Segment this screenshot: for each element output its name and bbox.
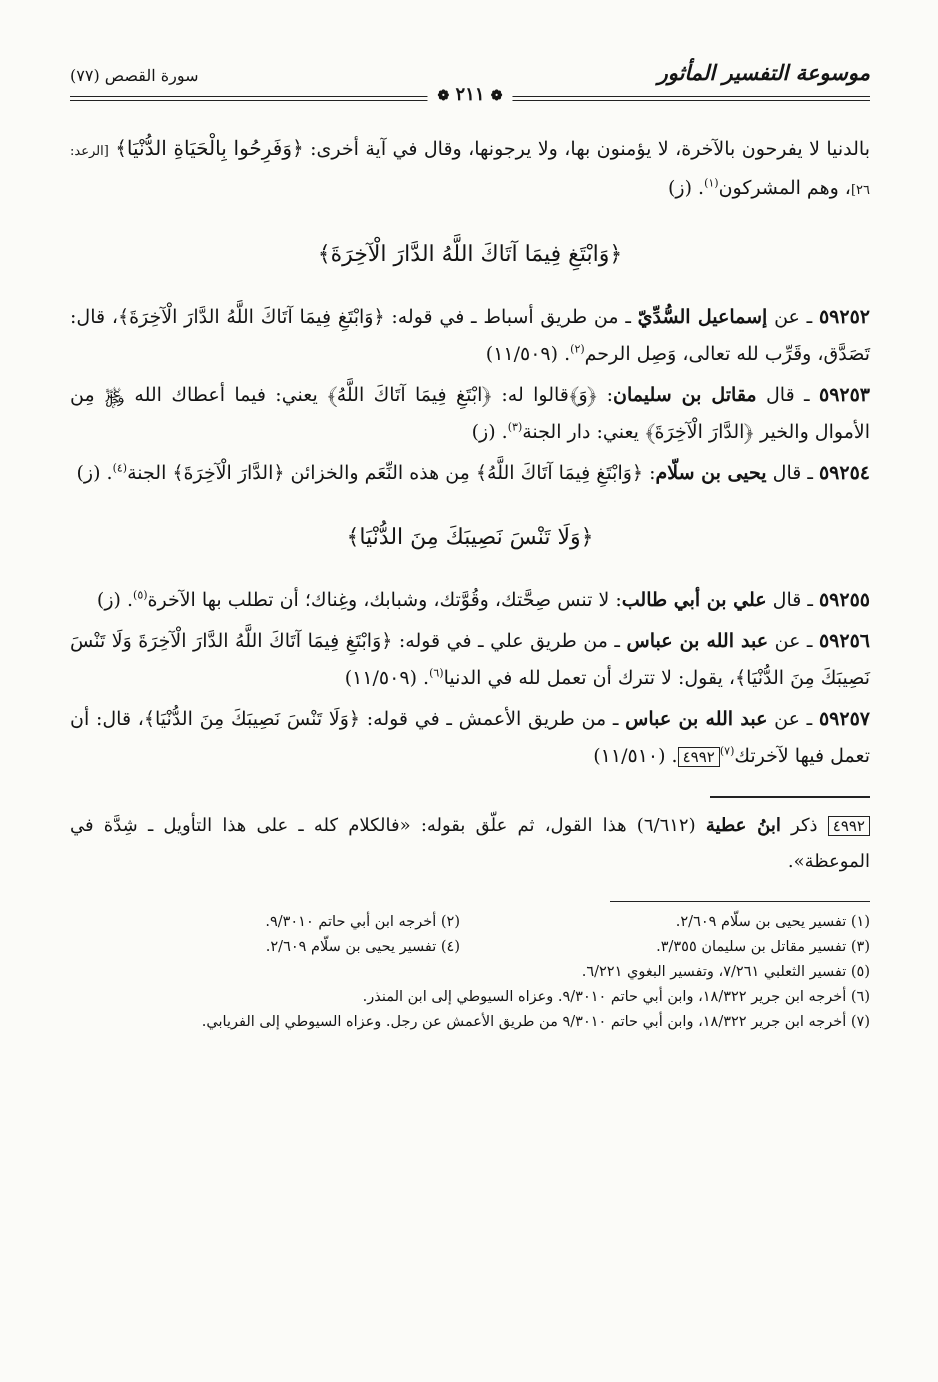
verse-ref: [الرعد: ٢٦] [70,144,870,198]
footnote-marker: (٦) [429,666,444,680]
entry-number: ٥٩٢٥٦ [818,630,870,652]
book-page [70,56,871,1030]
surah-title: سورة القصص (٧٧) [70,66,199,85]
entry-tail: . (١١/٥١٠) [593,745,678,767]
footnote-marker: (٥) [133,588,148,602]
footnote-1: (١) تفسير يحيى بن سلّام ٢/٦٠٩. [675,914,870,930]
footnotes-grid [70,910,870,960]
intro-tail: . (ز) [667,177,705,199]
entry-tail: . (١١/٥٠٩) [485,343,571,365]
commentary-separator [710,796,870,798]
footnote-7: (٧) أخرجه ابن جرير ١٨/٣٢٢، وابن أبي حاتم ٩/٣٠١٠ من طريق الأعمش عن رجل. وعزاه السيوطي إلى الفريابي. [201,1014,870,1030]
intro-paragraph [70,130,870,209]
entry-59252 [70,299,870,373]
entry-text: : لا تنس صِحَّتك، وقُوَّتك، وشبابك، وغِناك؛ أن تطلب بها الآخرة [147,589,622,611]
entry-text: : ﴿وَ﴾قالوا له: ﴿ابْتَغِ فِيمَا آتَاكَ اللَّهُ﴾ يعني: فيما أعطاك الله ﷿ مِن الأموال والخير ﴿الدَّارَ الْآخِرَةَ﴾ يعني: دار الجنة [70,384,870,443]
footnote-marker: (١) [704,176,719,190]
entry-number: ٥٩٢٥٧ [818,708,870,730]
commentary-connector: ذكر [780,815,828,836]
entry-connector: ـ عن [767,708,819,730]
narrator-name: عبد الله بن عباس [626,630,769,652]
ornament-icon: ❁ [490,88,503,104]
entry-tail: . (ز) [471,421,508,443]
page-header [70,56,870,105]
footnote-2: (٢) أخرجه ابن أبي حاتم ٩/٣٠١٠. [265,914,460,930]
verse-heading-2: ﴿وَلَا تَنْسَ نَصِيبَكَ مِنَ الدُّنْيَا﴾ [346,525,594,550]
narrator-name: مقاتل بن سليمان [613,384,757,406]
commentary-number: ٤٩٩٢ [828,816,870,836]
entry-text: ـ من طريق الأعمش ـ في قوله: ﴿وَلَا تَنْسَ نَصِيبَكَ مِنَ الدُّنْيَا﴾، قال: أن تعمل فيها لآخرتك [70,708,870,767]
commentary-box-ref: ٤٩٩٢ [678,747,720,767]
narrator-name: عبد الله بن عباس [625,708,768,730]
entry-59257 [70,701,870,776]
footnote-5: (٥) تفسير الثعلبي ٧/٢٦١، وتفسير البغوي ٦/٢٢١. [581,964,870,980]
entry-59254 [70,455,870,492]
footnotes-separator [610,901,870,902]
page-number-group [427,84,512,105]
entry-59253 [70,377,870,451]
footnote-6: (٦) أخرجه ابن جرير ١٨/٣٢٢، وابن أبي حاتم ٩/٣٠١٠. وعزاه السيوطي إلى ابن المنذر. [362,989,870,1005]
entry-59256 [70,623,870,697]
page-number: ٢١١ [455,84,485,105]
entry-connector: ـ عن [767,306,819,328]
intro-rest: ، وهم المشركون [718,177,851,199]
commentary [70,808,870,879]
entry-text: ـ من طريق أسباط ـ في قوله: ﴿وَابْتَغِ فِيمَا آتَاكَ اللَّهُ الدَّارَ الْآخِرَةَ﴾، قال: تَصَدَّق، وقَرِّب لله تعالى، وَصِل الرحم [70,306,870,365]
footnote-marker: (٤) [112,461,128,475]
quran-quote: ﴿وَفَرِحُوا بِالْحَيَاةِ الدُّنْيَا﴾ [115,136,304,160]
entry-text: ـ من طريق علي ـ في قوله: ﴿وَابْتَغِ فِيمَا آتَاكَ اللَّهُ الدَّارَ الْآخِرَةَ وَلَا تَنْسَ نَصِيبَكَ مِنَ الدُّنْيَا﴾، يقول: لا تترك أن تعمل لله في الدنيا [70,630,870,689]
book-title: موسوعة التفسير المأثور [657,60,870,85]
verse-heading-1: ﴿وَابْتَغِ فِيمَا آتَاكَ اللَّهُ الدَّارَ الْآخِرَةَ﴾ [317,242,623,267]
footnote-marker: (٣) [507,420,523,434]
footnote-4: (٤) تفسير يحيى بن سلّام ٢/٦٠٩. [265,939,460,955]
entry-number: ٥٩٢٥٥ [818,589,870,611]
entry-text: : ﴿وَابْتَغِ فِيمَا آتَاكَ اللَّهُ﴾ مِن هذه النِّعَم والخزائن ﴿الدَّارَ الْآخِرَةَ﴾ الجنة [127,462,656,484]
footnote-marker: (٢) [570,342,585,356]
entry-connector: ـ قال [766,462,819,484]
entry-59255 [70,582,870,619]
commentator-name: ابنُ عطية [705,815,781,836]
entry-number: ٥٩٢٥٤ [818,462,870,484]
entry-connector: ـ قال [756,384,819,406]
footnote-marker: (٧) [719,744,735,758]
page-body [70,130,870,1035]
entry-number: ٥٩٢٥٣ [818,384,871,406]
footnote-3: (٣) تفسير مقاتل بن سليمان ٣/٣٥٥. [656,939,870,955]
narrator-name: إسماعيل السُّدِّيّ [637,306,768,328]
entry-connector: ـ قال [766,589,819,611]
commentary-text: (٦/٦١٢) هذا القول، ثم علّق بقوله: «فالكلام كله ـ على هذا التأويل ـ شِدَّة في الموعظة». [70,815,870,872]
entry-tail: . (ز) [96,589,134,611]
ornament-icon: ❁ [437,88,450,104]
entry-tail: . (١١/٥٠٩) [344,667,430,689]
entry-tail: . (ز) [76,462,113,484]
narrator-name: يحيى بن سلّام [655,462,767,484]
entry-connector: ـ عن [768,630,819,652]
intro-text: بالدنيا لا يفرحون بالآخرة، لا يؤمنون بها، ولا يرجونها، وقال في آية أخرى: [310,138,870,160]
entry-number: ٥٩٢٥٢ [818,306,870,328]
narrator-name: علي بن أبي طالب [621,589,767,611]
